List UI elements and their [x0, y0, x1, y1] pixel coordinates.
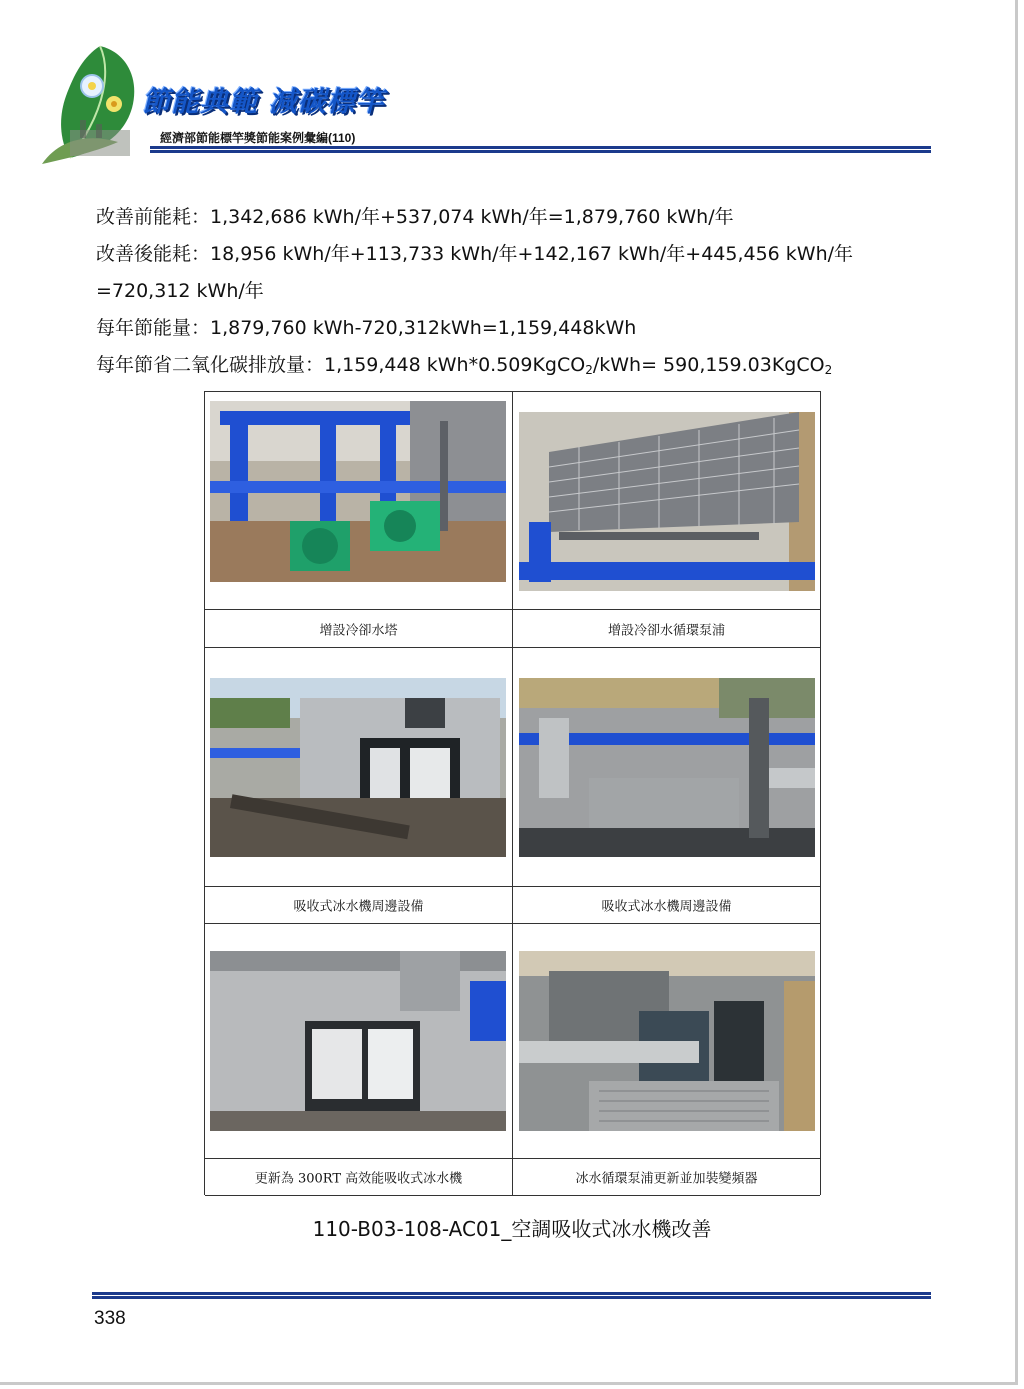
photo-cooling-tower-pumps	[210, 401, 506, 582]
photo-cell	[513, 392, 820, 609]
energy-calculation-text	[96, 199, 946, 384]
photo-caption: 吸收式冰水機周邊設備	[601, 899, 732, 915]
caption-row-1	[205, 610, 820, 648]
co2-line-middle: /kWh= 590,159.03KgCO	[592, 354, 825, 376]
co2-subscript-2: 2	[824, 363, 833, 377]
caption-cell	[513, 887, 820, 923]
caption-cell	[205, 1159, 513, 1195]
photo-caption: 更新為 300RT 高效能吸收式冰水機	[254, 1171, 463, 1187]
header-rule	[150, 146, 931, 153]
caption-cell	[513, 1159, 820, 1195]
photo-cell	[513, 648, 820, 886]
annual-saving-line: 每年節能量：1,879,760 kWh-720,312kWh=1,159,448kWh	[96, 317, 637, 339]
energy-before-line: 改善前能耗：1,342,686 kWh/年+537,074 kWh/年=1,879,760 kWh/年	[96, 206, 734, 228]
photo-row-1	[205, 392, 820, 610]
photo-cell	[205, 648, 513, 886]
photo-chiller-peripheral-1	[210, 678, 506, 857]
equipment-photo-table	[204, 391, 821, 1195]
co2-subscript-1: 2	[585, 363, 593, 377]
header-title: 節能典範 減碳標竿	[142, 85, 385, 118]
photo-row-2	[205, 648, 820, 887]
photo-caption: 吸收式冰水機周邊設備	[293, 899, 424, 915]
photo-cell	[513, 924, 820, 1158]
caption-row-2	[205, 887, 820, 924]
photo-300rt-chiller	[210, 951, 506, 1131]
caption-cell	[513, 610, 820, 647]
photo-chilled-water-pump-vfd	[519, 951, 815, 1131]
co2-reduction-line	[96, 347, 946, 384]
figure-caption: 110-B03-108-AC01_空調吸收式冰水機改善	[312, 1217, 712, 1241]
photo-caption: 冰水循環泵浦更新並加裝變頻器	[575, 1171, 758, 1187]
co2-line-prefix: 每年節省二氧化碳排放量：1,159,448 kWh*0.509KgCO	[96, 354, 586, 376]
energy-after-total-line: =720,312 kWh/年	[96, 280, 264, 302]
photo-cell	[205, 392, 513, 609]
caption-cell	[205, 610, 513, 647]
photo-cooling-tower	[519, 412, 815, 591]
photo-caption: 增設冷卻水塔	[319, 623, 398, 638]
footer-rule	[92, 1292, 931, 1299]
header-subtitle: 經濟部節能標竿獎節能案例彙編(110)	[160, 131, 356, 145]
caption-row-3	[205, 1159, 820, 1196]
photo-row-3	[205, 924, 820, 1159]
photo-caption: 增設冷卻水循環泵浦	[607, 623, 725, 638]
caption-cell	[205, 887, 513, 923]
photo-cell	[205, 924, 513, 1158]
page-number: 338	[94, 1308, 126, 1329]
energy-after-line: 改善後能耗：18,956 kWh/年+113,733 kWh/年+142,167 kWh/年+445,456 kWh/年	[96, 243, 854, 265]
photo-chiller-peripheral-2	[519, 678, 815, 857]
